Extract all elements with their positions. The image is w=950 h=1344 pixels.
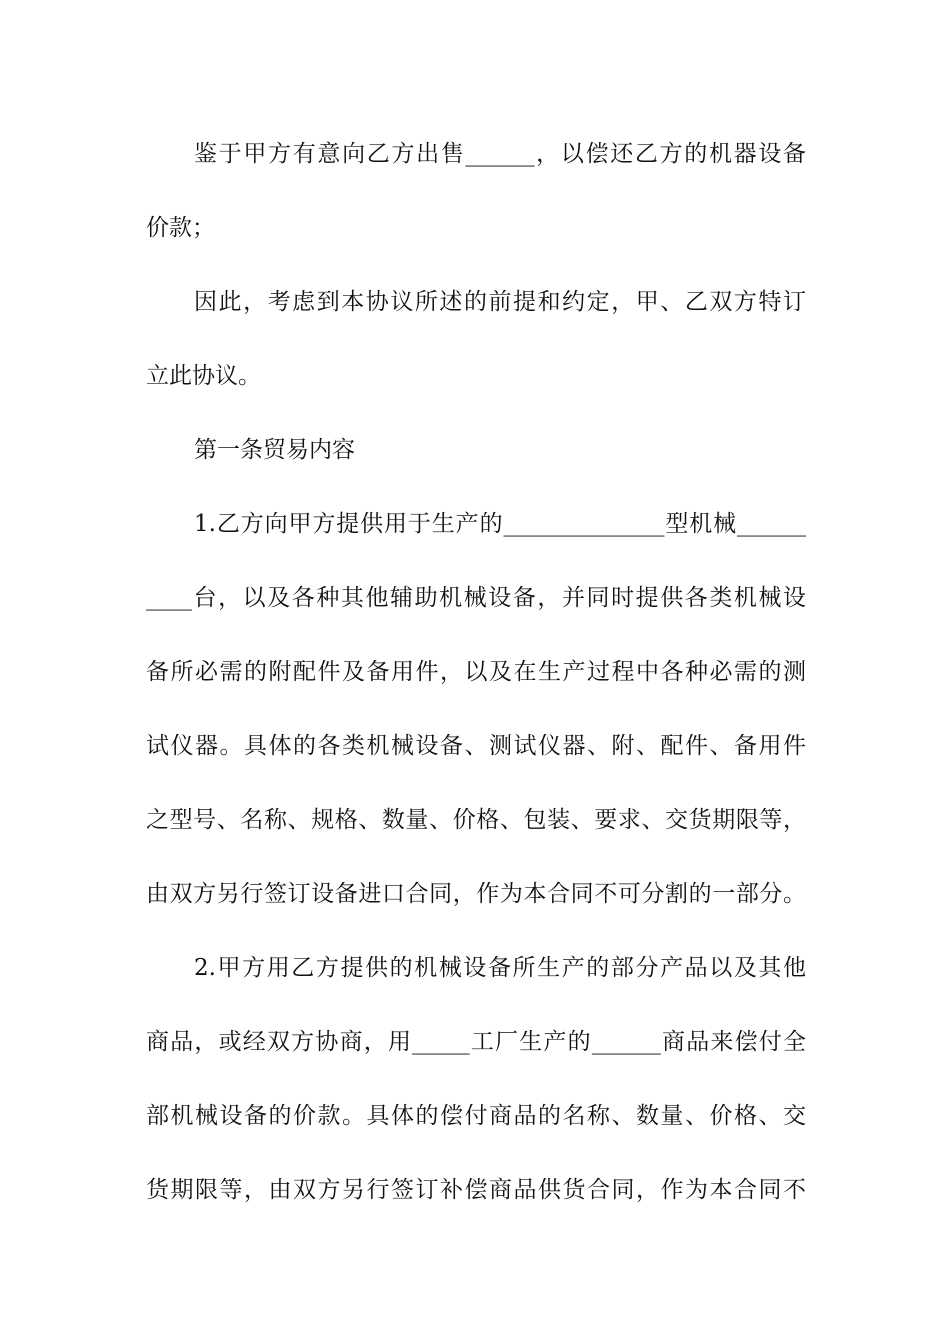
- paragraph-line: 货期限等，由双方另行签订补偿商品供货合同，作为本合同不: [146, 1177, 806, 1203]
- paragraph-line: 部机械设备的价款。具体的偿付商品的名称、数量、价格、交: [146, 1103, 806, 1129]
- paragraph-line: 由双方另行签订设备进口合同，作为本合同不可分割的一部分。: [146, 881, 806, 907]
- paragraph-line: 1.乙方向甲方提供用于生产的______________型机械______: [194, 511, 806, 537]
- paragraph-line: 因此，考虑到本协议所述的前提和约定，甲、乙双方特订: [194, 289, 806, 315]
- paragraph-line: 商品，或经双方协商，用_____工厂生产的______商品来偿付全: [146, 1029, 806, 1055]
- paragraph-line: 之型号、名称、规格、数量、价格、包装、要求、交货期限等，: [146, 807, 806, 833]
- section-heading: 第一条贸易内容: [194, 437, 355, 463]
- paragraph-line: 试仪器。具体的各类机械设备、测试仪器、附、配件、备用件: [146, 733, 806, 759]
- paragraph-line: ____台，以及各种其他辅助机械设备，并同时提供各类机械设: [146, 585, 806, 611]
- paragraph-line: 价款；: [146, 215, 215, 241]
- paragraph-line: 备所必需的附配件及备用件，以及在生产过程中各种必需的测: [146, 659, 806, 685]
- paragraph-line: 2.甲方用乙方提供的机械设备所生产的部分产品以及其他: [194, 955, 806, 981]
- paragraph-line: 立此协议。: [146, 363, 261, 389]
- paragraph-line: 鉴于甲方有意向乙方出售______，以偿还乙方的机器设备: [194, 141, 806, 167]
